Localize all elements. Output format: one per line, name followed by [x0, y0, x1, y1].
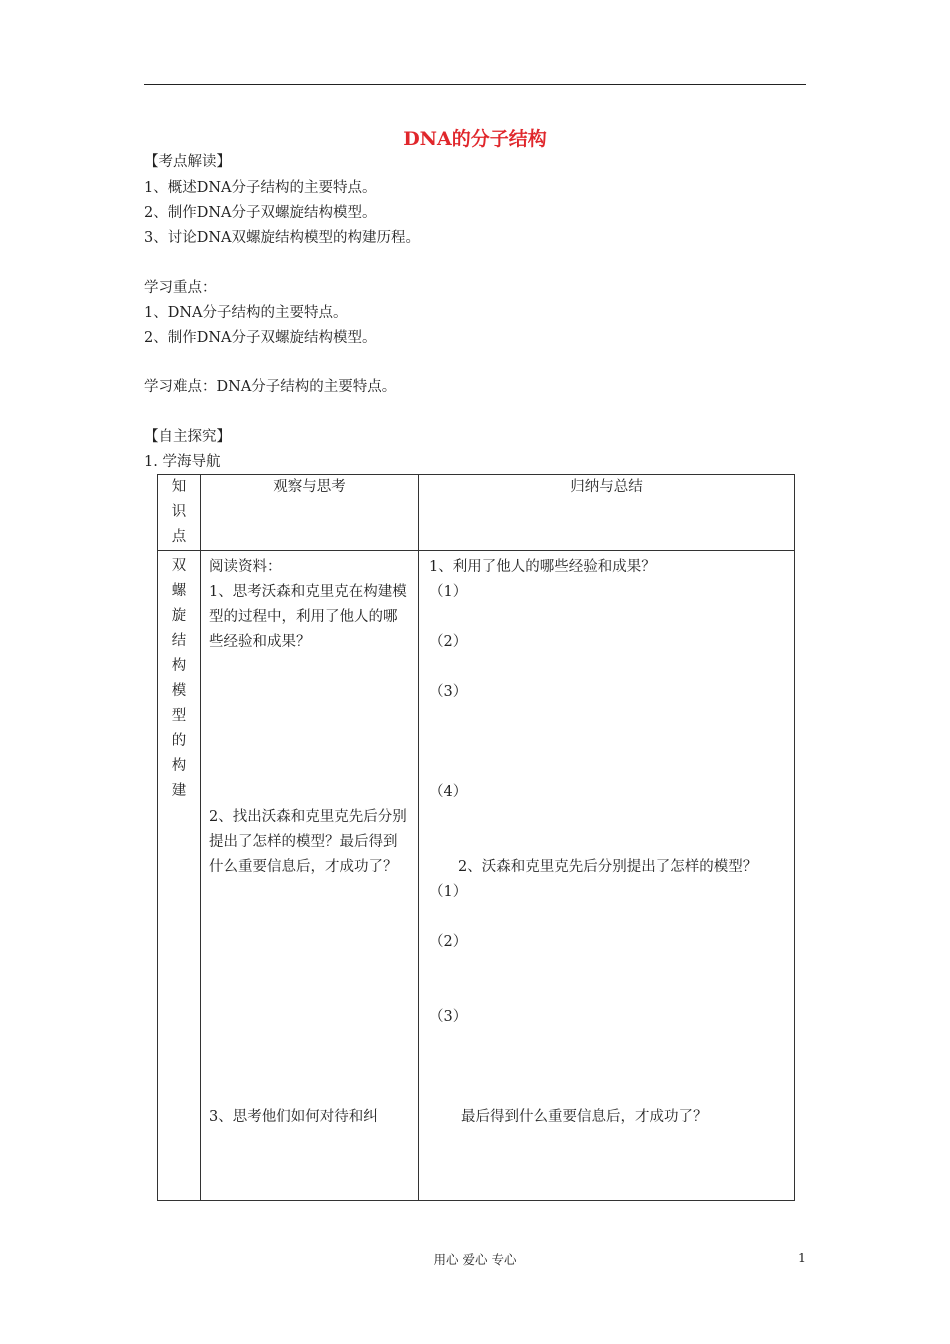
summary-s1-item-2: （2） [429, 634, 468, 650]
observe-cell [201, 551, 419, 1201]
table-row [158, 551, 795, 1201]
summary-s2-item-1: （1） [429, 884, 468, 900]
header-rule [144, 84, 806, 85]
summary-cell [419, 551, 795, 1201]
summary-s1: 1、利用了他人的哪些经验和成果？ [429, 559, 656, 575]
section-heading-kaodian: 【考点解读】 [144, 154, 231, 170]
summary-s1-item-1: （1） [429, 584, 468, 600]
kaodian-item-3: 3、讨论DNA双螺旋结构模型的构建历程。 [144, 230, 421, 246]
summary-s2-item-2: （2） [429, 934, 468, 950]
observe-q2: 2、找出沃森和克里克先后分别提出了怎样的模型？最后得到什么重要信息后，才成功了？ [209, 809, 407, 875]
observe-q3: 3、思考他们如何对待和纠 [209, 1109, 378, 1125]
footer-motto: 用心 爱心 专心 [433, 1252, 517, 1267]
focus-heading: 学习重点： [144, 280, 217, 296]
summary-s1-item-4: （4） [429, 784, 468, 800]
summary-s1-item-3: （3） [429, 684, 468, 700]
row-label-cell [158, 551, 201, 1201]
sub-heading-xuehai: 1. 学海导航 [144, 454, 221, 470]
section-heading-zizhu: 【自主探究】 [144, 429, 231, 445]
observe-intro: 阅读资料： [209, 559, 282, 575]
header-observe-think: 观察与思考 [201, 475, 419, 551]
table-header-row [158, 475, 795, 551]
header-knowledge-point: 知识点 [158, 475, 201, 551]
kaodian-item-2: 2、制作DNA分子双螺旋结构模型。 [144, 205, 377, 221]
page-title: DNA的分子结构 [403, 128, 547, 150]
summary-s3: 最后得到什么重要信息后，才成功了？ [461, 1109, 708, 1125]
study-table [157, 474, 795, 1201]
focus-item-2: 2、制作DNA分子双螺旋结构模型。 [144, 330, 377, 346]
page-number: 1 [798, 1250, 806, 1265]
summary-s2-item-3: （3） [429, 1009, 468, 1025]
observe-q1: 1、思考沃森和克里克在构建模型的过程中，利用了他人的哪些经验和成果？ [209, 584, 407, 650]
focus-item-1: 1、DNA分子结构的主要特点。 [144, 305, 348, 321]
difficulty-line: 学习难点：DNA分子结构的主要特点。 [144, 379, 397, 395]
row-label: 双螺旋结构模型的构建 [171, 558, 187, 799]
header-summary: 归纳与总结 [419, 475, 795, 551]
summary-s2: 2、沃森和克里克先后分别提出了怎样的模型？ [458, 859, 758, 875]
kaodian-item-1: 1、概述DNA分子结构的主要特点。 [144, 180, 377, 196]
